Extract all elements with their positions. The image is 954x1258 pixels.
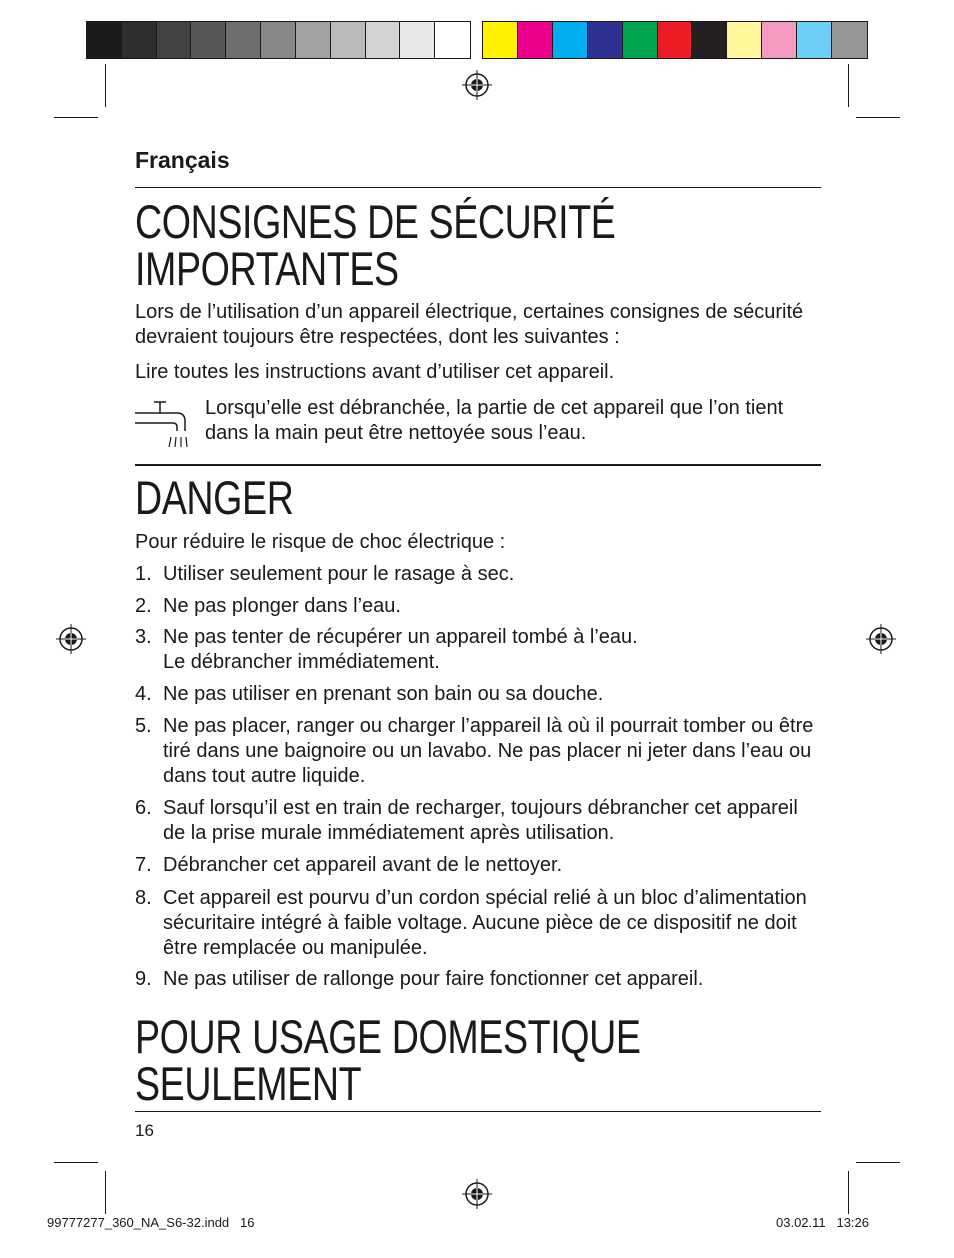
color-swatch bbox=[400, 22, 435, 58]
title-line: IMPORTANTES bbox=[135, 242, 399, 295]
color-swatch bbox=[518, 22, 553, 58]
page-title bbox=[135, 195, 616, 295]
list-number: 4. bbox=[135, 683, 152, 705]
faucet-icon bbox=[133, 399, 191, 451]
crop-mark bbox=[54, 117, 98, 118]
divider bbox=[135, 464, 821, 466]
color-swatch bbox=[331, 22, 366, 58]
list-number: 9. bbox=[135, 968, 152, 990]
registration-mark-icon bbox=[461, 69, 493, 101]
title-line: CONSIGNES DE SÉCURITÉ bbox=[135, 195, 616, 248]
registration-mark-icon bbox=[461, 1178, 493, 1210]
page-number: 16 bbox=[135, 1121, 154, 1140]
list-number: 3. bbox=[135, 626, 152, 648]
list-item bbox=[135, 796, 825, 846]
color-swatch bbox=[623, 22, 658, 58]
color-swatch bbox=[261, 22, 296, 58]
crop-mark bbox=[105, 1171, 106, 1214]
list-text: Ne pas placer, ranger ou charger l’appareil là où il pourrait tomber ou être tiré dans une baignoire ou un lavabo. Ne pas placer ni jeter dans l’eau ou dans tout autre liquide. bbox=[163, 715, 814, 787]
crop-mark bbox=[848, 64, 849, 107]
list-item bbox=[135, 682, 825, 707]
color-swatch bbox=[191, 22, 226, 58]
list-text bbox=[163, 625, 825, 675]
crop-mark bbox=[856, 1162, 900, 1163]
color-swatch bbox=[658, 22, 693, 58]
color-swatch bbox=[797, 22, 832, 58]
footer-date: 03.02.11 13:26 bbox=[776, 1215, 870, 1230]
color-swatch bbox=[832, 22, 867, 58]
crop-mark bbox=[105, 64, 106, 107]
list-text: Débrancher cet appareil avant de le nettoyer. bbox=[163, 854, 563, 876]
list-item bbox=[135, 594, 825, 619]
list-text: Utiliser seulement pour le rasage à sec. bbox=[163, 563, 515, 585]
danger-lead-text: Pour réduire le risque de choc électrique : bbox=[135, 531, 506, 553]
color-swatch bbox=[296, 22, 331, 58]
color-swatch bbox=[157, 22, 192, 58]
color-swatch bbox=[483, 22, 518, 58]
color-swatch bbox=[226, 22, 261, 58]
crop-mark bbox=[54, 1162, 98, 1163]
household-use-title bbox=[135, 1010, 641, 1110]
list-item bbox=[135, 886, 825, 961]
list-item bbox=[135, 562, 825, 587]
color-swatch bbox=[553, 22, 588, 58]
list-text: Sauf lorsqu’il est en train de recharger, toujours débrancher cet appareil de la prise murale immédiatement après utilisation. bbox=[163, 797, 798, 844]
list-text-line: Le débrancher immédiatement. bbox=[163, 651, 440, 673]
list-number: 2. bbox=[135, 595, 152, 617]
section-label: Français bbox=[135, 147, 230, 173]
title-line: POUR USAGE DOMESTIQUE bbox=[135, 1010, 641, 1063]
color-bar bbox=[482, 21, 868, 59]
list-text: Cet appareil est pourvu d’un cordon spécial relié à un bloc d’alimentation sécuritaire intégré à faible voltage. Aucune pièce de ce dispositif ne doit être remplacée ou manipulée. bbox=[163, 887, 807, 959]
list-number: 1. bbox=[135, 563, 152, 585]
footer-file-name: 99777277_360_NA_S6-32.indd 16 bbox=[47, 1215, 255, 1230]
color-swatch bbox=[122, 22, 157, 58]
color-swatch bbox=[692, 22, 727, 58]
read-instructions-text: Lire toutes les instructions avant d’utiliser cet appareil. bbox=[135, 361, 615, 383]
color-swatch bbox=[762, 22, 797, 58]
list-text-line: Ne pas tenter de récupérer un appareil tombé à l’eau. bbox=[163, 626, 638, 648]
registration-mark-icon bbox=[865, 623, 897, 655]
list-text: Ne pas plonger dans l’eau. bbox=[163, 595, 401, 617]
divider bbox=[135, 187, 821, 188]
list-number: 5. bbox=[135, 715, 152, 737]
color-swatch bbox=[727, 22, 762, 58]
intro-text: Lors de l’utilisation d’un appareil électrique, certaines consignes de sécurité devraient toujours être respectées, dont les suivantes : bbox=[135, 301, 804, 348]
crop-mark bbox=[856, 117, 900, 118]
list-item bbox=[135, 625, 825, 675]
list-number: 7. bbox=[135, 854, 152, 876]
list-number: 6. bbox=[135, 797, 152, 819]
list-item bbox=[135, 967, 825, 992]
color-swatch bbox=[366, 22, 401, 58]
title-line: SEULEMENT bbox=[135, 1057, 362, 1110]
list-text: Ne pas utiliser en prenant son bain ou sa douche. bbox=[163, 683, 604, 705]
color-swatch bbox=[588, 22, 623, 58]
list-text: Ne pas utiliser de rallonge pour faire fonctionner cet appareil. bbox=[163, 968, 704, 990]
list-item bbox=[135, 853, 825, 878]
color-swatch bbox=[87, 22, 122, 58]
grayscale-bar bbox=[86, 21, 471, 59]
divider bbox=[135, 1111, 821, 1112]
list-number: 8. bbox=[135, 887, 152, 909]
registration-mark-icon bbox=[55, 623, 87, 655]
list-item bbox=[135, 714, 825, 789]
faucet-note-text: Lorsqu’elle est débranchée, la partie de cet appareil que l’on tient dans la main peut être nettoyée sous l’eau. bbox=[205, 397, 784, 444]
color-swatch bbox=[435, 22, 470, 58]
danger-title: DANGER bbox=[135, 471, 294, 524]
crop-mark bbox=[848, 1171, 849, 1214]
